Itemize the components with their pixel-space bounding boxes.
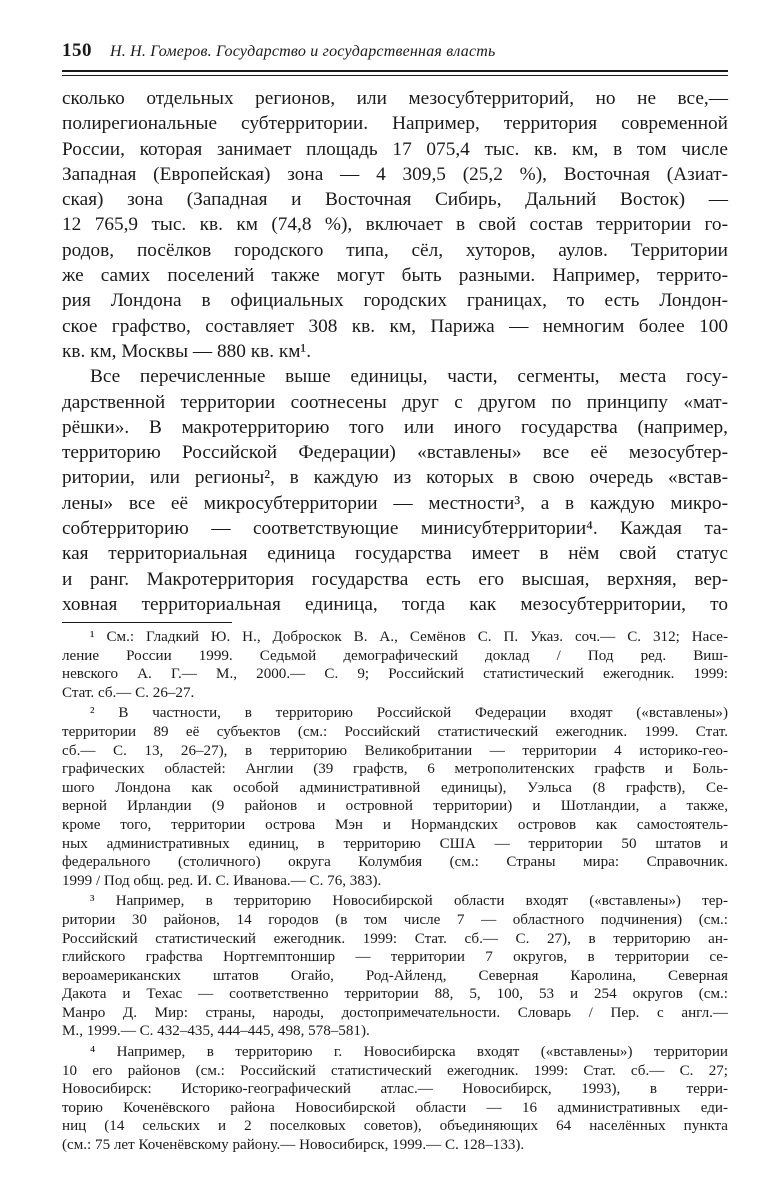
footnote-line: федерального (столичного) округа Колумбия (см.: Страны мира: Справочник. <box>62 854 728 871</box>
text-line: Западная (Европейская) зона — 4 309,5 (25,2 %), Восточная (Азиат- <box>62 163 728 185</box>
text-line: ская) зона (Западная и Восточная Сибирь, Дальний Восток) — <box>62 189 728 211</box>
main-text <box>62 86 728 617</box>
footnote-line: ниц (14 сельских и 2 поселковых советов), объединяющих 64 населённых пункта <box>62 1118 728 1135</box>
text-line: сколько отдельных регионов, или мезосубтерриторий, но не все,— <box>62 88 728 109</box>
footnote-line: Российский статистический ежегодник. 1999: Стат. сб.— С. 27), в территорию ан- <box>62 930 728 947</box>
footnote-line: 10 его районов (см.: Российский статистический ежегодник. 1999: Стат. сб.— С. 27; <box>62 1062 728 1079</box>
text-line: Все перечисленные выше единицы, части, сегменты, места госу- <box>90 366 728 388</box>
footnote-line: ритории 30 районов, 14 городов (в том числе 7 — областного подчинения) (см.: <box>62 911 728 928</box>
footnote-line: шого Лондона как особой административной единицы), Уэльса (8 графств), Се- <box>62 779 728 796</box>
running-title: Н. Н. Гомеров. Государство и государственная власть <box>110 43 496 60</box>
text-line: кв. км, Москвы — 880 кв. км¹. <box>62 340 312 362</box>
footnotes <box>62 628 728 1155</box>
text-line: 12 765,9 тыс. кв. км (74,8 %), включает в свой состав территории го- <box>62 214 728 236</box>
footnote-line: невского А. Г.— М., 2000.— С. 9; Российский статистический ежегодник. 1999: <box>62 666 728 683</box>
text-line: ритории, или регионы², в каждую из которых в свою очередь «встав- <box>62 467 728 489</box>
footnote-line: ² В частности, в территорию Российской Федерации входят («вставлены») <box>90 705 728 722</box>
header-rule-thin <box>62 75 728 76</box>
footnote-line: 1999 / Под общ. ред. И. С. Иванова.— С. 76, 383). <box>62 872 382 889</box>
footnote-line: ление России 1999. Седьмой демографический доклад / Под ред. Виш- <box>62 647 728 664</box>
footnote-line: (см.: 75 лет Коченёвскому району.— Новосибирск, 1999.— С. 128–133). <box>62 1137 525 1154</box>
footnote-line: вероамериканских штатов Огайо, Род-Айленд, Северная Каролина, Северная <box>62 967 728 984</box>
footnote-line: Дакота и Техас — соответственно территории 88, 5, 100, 53 и 254 округов (см.: <box>62 986 728 1003</box>
text-line: же самих поселений также могут быть разными. Например, террито- <box>62 265 728 287</box>
footnote-line: графических областей: Англии (39 графств, 6 метрополитенских графств и Боль- <box>62 761 728 778</box>
footnote-line: кроме того, территории острова Мэн и Нормандских островов как самостоятель- <box>62 816 728 833</box>
page-header <box>62 40 727 66</box>
text-line: кая территориальная единица государства имеет в нём свой статус <box>62 543 728 565</box>
footnote-line: ⁴ Например, в территорию г. Новосибирска входят («вставлены») территории <box>90 1044 728 1061</box>
text-line: и ранг. Макротерритория государства есть его высшая, верхняя, вер- <box>62 568 728 590</box>
page-number: 150 <box>62 40 92 61</box>
footnote-line: сб.— С. 13, 26–27), в территорию Великобритании — территории 4 историко-гео- <box>62 742 728 759</box>
text-line: дарственной территории соотнесены друг с другом по принципу «мат- <box>62 391 728 413</box>
text-line: ховная территориальная единица, тогда как мезосубтерритории, то <box>62 593 728 615</box>
footnote-line: Стат. сб.— С. 26–27. <box>62 684 195 701</box>
text-line: рия Лондона в официальных городских границах, то есть Лондон- <box>62 290 728 312</box>
footnote-line: Манро Д. Мир: страны, народы, достопримечательности. Словарь / Пер. с англ.— <box>62 1004 728 1021</box>
footnote-line: ных административных единиц, в территорию США — территории 50 штатов и <box>62 835 728 852</box>
text-line: полирегиональные субтерритории. Например, территория современной <box>62 113 728 135</box>
footnote-line: торию Коченёвского района Новосибирской области — 16 административных еди- <box>62 1099 728 1116</box>
footnote-line: ³ Например, в территорию Новосибирской области входят («вставлены») тер- <box>90 893 728 910</box>
footnote-rule <box>62 622 232 623</box>
footnote-line: верной Ирландии (9 районов и островной территории) и Шотландии, а также, <box>62 798 728 815</box>
text-line: родов, посёлков городского типа, сёл, хуторов, аулов. Территории <box>62 239 728 261</box>
text-line: ское графство, составляет 308 кв. км, Парижа — немногим более 100 <box>62 315 728 337</box>
text-line: рёшки». В макротерриторию того или иного государства (например, <box>62 416 728 438</box>
footnote-line: территории 89 её субъектов (см.: Российский статистический ежегодник. 1999. Стат. <box>62 723 728 740</box>
footnote-line: М., 1999.— С. 432–435, 444–445, 498, 578–581). <box>62 1023 370 1040</box>
footnote-line: Новосибирск: Историко-географический атлас.— Новосибирск, 1993), в терри- <box>62 1081 728 1098</box>
text-line: собтерриторию — соответствующие минисубтерритории⁴. Каждая та- <box>62 518 728 540</box>
footnote-line: глийского графства Нортгемптоншир — территории 7 округов, в территории се- <box>62 949 728 966</box>
text-line: лены» все её микросубтерритории — местности³, а в каждую микро- <box>62 492 728 514</box>
text-line: России, которая занимает площадь 17 075,4 тыс. кв. км, в том числе <box>62 138 728 160</box>
text-line: территорию Российской Федерации) «вставлены» все её мезосубтер- <box>62 442 728 464</box>
footnote-line: ¹ См.: Гладкий Ю. Н., Доброскок В. А., Семёнов С. П. Указ. соч.— С. 312; Насе- <box>90 629 728 645</box>
header-rule <box>62 70 728 72</box>
